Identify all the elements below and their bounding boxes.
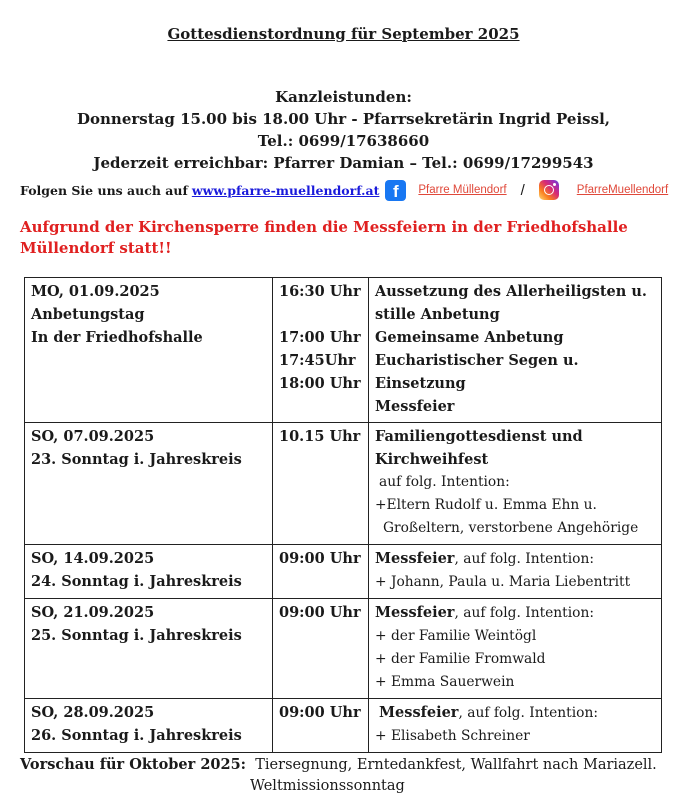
- preview-label: Vorschau für Oktober 2025:: [20, 756, 247, 773]
- date-cell: [25, 599, 273, 699]
- row-subtitle: 25. Sonntag i. Jahreskreis: [31, 627, 242, 644]
- event-cell: [369, 699, 662, 753]
- notice-text: Aufgrund der Kirchensperre finden die Messfeiern in der Friedhofshalle Müllendorf statt!!: [20, 218, 628, 257]
- row-time: 17:00 Uhr: [279, 329, 361, 346]
- intention-label: , auf folg. Intention:: [454, 605, 594, 621]
- intention-line: + Emma Sauerwein: [375, 674, 515, 690]
- time-cell: [273, 545, 369, 599]
- social-label: Folgen Sie uns auch auf: [20, 182, 188, 198]
- table-row: [25, 545, 662, 599]
- row-time: 10.15 Uhr: [279, 428, 361, 445]
- office-line-3: Jederzeit erreichbar: Pfarrer Damian – Tel.: 0699/17299543: [93, 154, 594, 172]
- website-link[interactable]: www.pfarre-muellendorf.at: [191, 182, 380, 198]
- facebook-handle-link[interactable]: Pfarre Müllendorf: [418, 184, 507, 196]
- row-subtitle: 24. Sonntag i. Jahreskreis: [31, 573, 242, 590]
- office-line-2: Tel.: 0699/17638660: [257, 132, 430, 150]
- time-cell: [273, 278, 369, 423]
- row-date: SO, 28.09.2025: [31, 704, 155, 721]
- event-cell: [369, 545, 662, 599]
- event-cell: [369, 278, 662, 423]
- event-line: Messfeier: [375, 398, 455, 415]
- row-subtitle: 26. Sonntag i. Jahreskreis: [31, 727, 242, 744]
- october-preview: [20, 754, 657, 797]
- event-line: Eucharistischer Segen u. Einsetzung: [375, 352, 579, 392]
- preview-text: Weltmissionssonntag: [250, 778, 405, 794]
- table-row: [25, 423, 662, 545]
- row-time: 09:00 Uhr: [279, 550, 361, 567]
- event-title: Messfeier: [375, 550, 455, 567]
- row-date: MO, 01.09.2025: [31, 283, 160, 300]
- event-line: Gemeinsame Anbetung: [375, 329, 564, 346]
- event-cell: [369, 599, 662, 699]
- office-hours: [0, 86, 687, 174]
- schedule-table: [24, 277, 662, 753]
- instagram-handle-link[interactable]: PfarreMuellendorf: [576, 184, 669, 196]
- page-title: Gottesdienstordnung für September 2025: [167, 25, 520, 43]
- event-title: Messfeier: [379, 704, 459, 721]
- event-line: stille Anbetung: [375, 306, 500, 323]
- social-bar: [20, 177, 680, 203]
- event-cell: [369, 423, 662, 545]
- table-row: [25, 599, 662, 699]
- time-cell: [273, 423, 369, 545]
- office-line-1: Donnerstag 15.00 bis 18.00 Uhr - Pfarrsekretärin Ingrid Peissl,: [77, 110, 610, 128]
- row-time: 18:00 Uhr: [279, 375, 361, 392]
- date-cell: [25, 545, 273, 599]
- intention-line: + der Familie Weintögl: [375, 628, 537, 644]
- facebook-icon[interactable]: f: [385, 180, 406, 201]
- intention-label: , auf folg. Intention:: [454, 551, 594, 567]
- intention-line: +Eltern Rudolf u. Emma Ehn u.: [375, 497, 597, 513]
- intention-line: + Johann, Paula u. Maria Liebentritt: [375, 574, 631, 590]
- row-date: SO, 14.09.2025: [31, 550, 155, 567]
- table-row: [25, 278, 662, 423]
- preview-text: Tiersegnung, Erntedankfest, Wallfahrt nach Mariazell.: [255, 757, 657, 773]
- row-time: 09:00 Uhr: [279, 604, 361, 621]
- date-cell: [25, 423, 273, 545]
- event-title: Messfeier: [375, 604, 455, 621]
- row-date: SO, 07.09.2025: [31, 428, 155, 445]
- row-date: SO, 21.09.2025: [31, 604, 155, 621]
- time-cell: [273, 599, 369, 699]
- row-subtitle: 23. Sonntag i. Jahreskreis: [31, 451, 242, 468]
- time-cell: [273, 699, 369, 753]
- event-line: Aussetzung des Allerheiligsten u.: [375, 283, 647, 300]
- row-time: 16:30 Uhr: [279, 283, 361, 300]
- social-separator: /: [520, 181, 525, 199]
- row-subtitle: Anbetungstag: [31, 306, 145, 323]
- event-line: Kirchweihfest: [375, 451, 489, 468]
- intention-line: Großeltern, verstorbene Angehörige: [383, 520, 639, 536]
- instagram-icon[interactable]: [539, 180, 559, 200]
- date-cell: [25, 699, 273, 753]
- intention-line: + Elisabeth Schreiner: [375, 728, 530, 744]
- row-time: 17:45Uhr: [279, 352, 356, 369]
- intention-label: auf folg. Intention:: [379, 474, 510, 490]
- office-heading: Kanzleistunden:: [275, 88, 412, 106]
- row-subtitle: In der Friedhofshalle: [31, 329, 203, 346]
- intention-label: , auf folg. Intention:: [458, 705, 598, 721]
- intention-line: + der Familie Fromwald: [375, 651, 546, 667]
- event-line: Familiengottesdienst und: [375, 428, 583, 445]
- date-cell: [25, 278, 273, 423]
- table-row: [25, 699, 662, 753]
- row-time: 09:00 Uhr: [279, 704, 361, 721]
